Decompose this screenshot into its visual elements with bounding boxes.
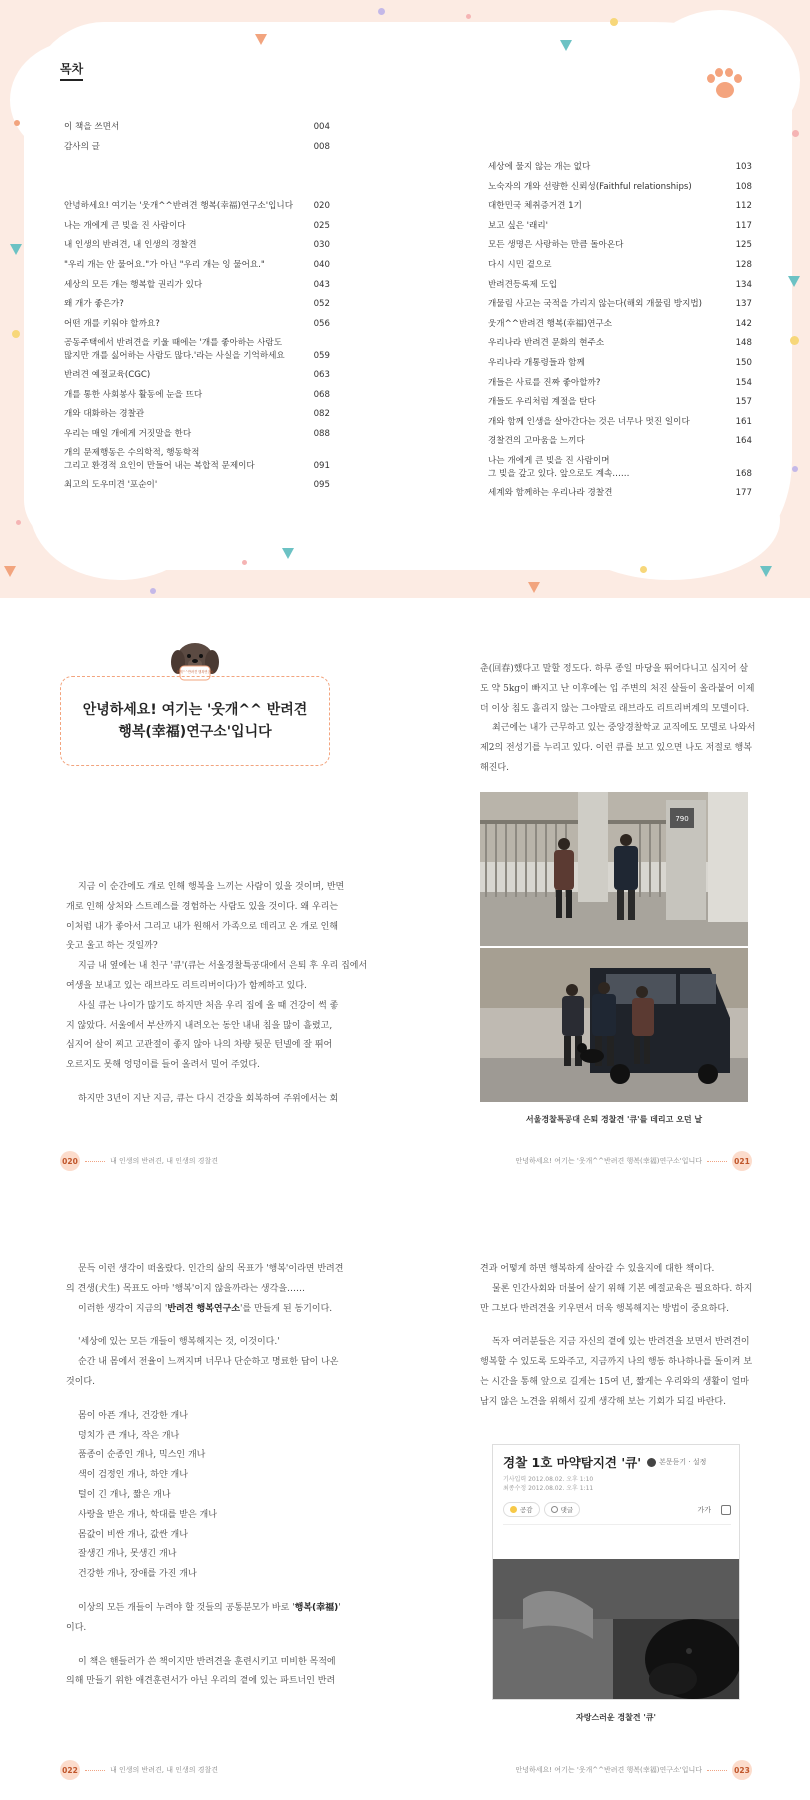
toc-item-title: 경찰견의 고마움을 느끼다 (488, 436, 585, 447)
toc-item-page: 108 (735, 181, 752, 192)
toc-item-title: 세상의 모든 개는 행복할 권리가 있다 (64, 279, 203, 290)
body-line: 남지 않은 노견을 위해서 깊게 생각해 보는 기회가 되길 바란다. (480, 1396, 726, 1407)
running-header: 안녕하세요! 여기는 '웃개^^반려견 행복(幸福)연구소'입니다 (515, 1157, 702, 1165)
toc-item[interactable] (64, 386, 330, 406)
body-line: 이러한 생각이 지금의 '반려견 행복연구소'를 만들게 된 동기이다. (78, 1303, 333, 1314)
folio-divider (85, 1770, 105, 1771)
confetti-dot (12, 330, 20, 338)
toc-item-page: 068 (313, 389, 330, 400)
body-line: 도 약 5kg이 빠지고 난 이후에는 입 주변의 처진 살들이 올라붙어 이제 (480, 683, 755, 694)
toc-item-page: 052 (313, 299, 330, 310)
body-line: 덩치가 큰 개나, 작은 개나 (78, 1430, 180, 1441)
toc-item-page: 020 (313, 201, 330, 212)
toc-item[interactable] (488, 413, 752, 433)
body-line: 이처럼 내가 좋아서 그리고 내가 원해서 가족으로 데리고 온 개로 인해 (66, 921, 339, 932)
toc-item-title: 공동주택에서 반려견을 키울 때에는 '개를 좋아하는 사람도 (64, 338, 282, 349)
body-line: 여생을 보내고 있는 래브라도 리트리버이다)가 함께하고 있다. (66, 980, 307, 991)
photo-gate (480, 792, 748, 946)
confetti-dot (378, 8, 385, 15)
body-line: 견과 어떻게 하면 행복하게 살아갈 수 있을지에 대한 책이다. (480, 1264, 715, 1274)
toc-item[interactable] (488, 432, 752, 452)
toc-item-page: 128 (735, 259, 752, 270)
folio-023 (515, 1760, 752, 1780)
emphasis: 행복(幸福) (294, 1602, 339, 1613)
toc-item-page: 134 (735, 279, 752, 290)
toc-item[interactable] (488, 354, 752, 374)
comment-button[interactable] (544, 1502, 581, 1517)
toc-item[interactable] (488, 197, 752, 217)
toc-item-page: 008 (313, 141, 330, 152)
toc-item[interactable] (488, 374, 752, 394)
folio-022 (60, 1760, 218, 1780)
body-line: 털이 긴 개나, 짧은 개나 (78, 1489, 171, 1500)
confetti-dot (242, 560, 247, 565)
body-line: 이상의 모든 개들이 누려야 할 것들의 공통분모가 바로 '행복(幸福)' (78, 1602, 341, 1613)
toc-item[interactable] (488, 236, 752, 256)
body-text-021 (480, 660, 756, 779)
toc-item-page: 043 (313, 279, 330, 290)
confetti-triangle (10, 244, 22, 255)
body-line: 의해 만들기 위한 애견훈련서가 아닌 우리의 곁에 있는 파트너인 반려 (66, 1676, 336, 1687)
news-photo-caption: 자랑스러운 경찰견 '큐' (575, 1713, 657, 1722)
toc-left-column (64, 118, 330, 496)
body-line: 순간 내 몸에서 전율이 느껴지며 너무나 단순하고 명료한 답이 나온 (78, 1357, 339, 1368)
toc-item-page: 091 (313, 461, 330, 472)
toc-item-page: 142 (735, 318, 752, 329)
news-photo-dog (493, 1559, 740, 1699)
confetti-dot (792, 466, 798, 472)
body-line: 의 견생(犬生) 목표도 아마 '행복'이지 않을까라는 생각을…… (66, 1283, 306, 1294)
toc-item-title: 내 인생의 반려견, 내 인생의 경찰견 (64, 240, 197, 251)
news-source-label: 본문듣기 · 설정 (659, 1458, 707, 1466)
toc-item[interactable] (64, 444, 330, 476)
toc-item-title: 안녕하세요! 여기는 '웃개^^반려견 행복(幸福)연구소'입니다 (64, 201, 293, 212)
running-header: 안녕하세요! 여기는 '웃개^^반려견 행복(幸福)연구소'입니다 (515, 1766, 702, 1774)
toc-item[interactable] (488, 393, 752, 413)
body-line: 행복할 수 있도록 도와주고, 지금까지 나의 행동 하나하나를 돌이켜 보 (480, 1357, 753, 1368)
toc-item-title: 우리는 매일 개에게 거짓말을 한다 (64, 428, 192, 439)
toc-item-title: 보고 싶은 '래리' (488, 220, 548, 231)
body-line: 것이다. (66, 1376, 95, 1387)
toc-item-page: 125 (735, 240, 752, 251)
running-header: 내 인생의 반려견, 내 인생의 경찰견 (110, 1157, 219, 1165)
toc-item-title: 왜 개가 좋은가? (64, 299, 124, 310)
toc-item-title: 대한민국 체취증거견 1기 (488, 201, 582, 212)
toc-item[interactable] (488, 256, 752, 276)
toc-item-page: 164 (735, 436, 752, 447)
gate-number: 790 (675, 815, 689, 823)
running-header: 내 인생의 반려견, 내 인생의 경찰견 (110, 1766, 219, 1774)
toc-item-title: 개물림 사고는 국적을 가리지 않는다(해외 개물림 방지법) (488, 299, 703, 310)
toc-item-page: 040 (313, 259, 330, 270)
toc-item-title: 노숙자의 개와 선량한 신뢰성(Faithful relationships) (488, 181, 692, 192)
toc-item[interactable] (64, 334, 330, 366)
toc-item-title-line2: 많지만 개를 싫어하는 사람도 많다.'라는 사실을 기억하세요 (64, 351, 285, 362)
confetti-dot (150, 588, 156, 594)
toc-item-title: 개와 대화하는 경찰관 (64, 409, 145, 420)
body-line: 문득 이런 생각이 떠올랐다. 인간의 삶의 목표가 '행복'이라면 반려견 (78, 1264, 344, 1274)
body-line: 심지어 살이 찌고 고관절이 좋지 않아 나의 차량 뒷문 턴넬에 잘 뛰어 (66, 1040, 333, 1051)
toc-item-title: 나는 개에게 큰 빚을 진 사람이며 (488, 455, 610, 466)
toc-item-page: 161 (735, 416, 752, 427)
toc-item-title: 우리나라 개통령들과 함께 (488, 357, 585, 368)
paw-icon (704, 68, 746, 104)
toc-item-page: 148 (735, 338, 752, 349)
news-article-card (492, 1444, 740, 1700)
confetti-dot (466, 14, 471, 19)
like-label: 공감 (520, 1506, 533, 1514)
toc-item-title: 반려견 예절교육(CGC) (64, 369, 151, 380)
toc-item-page: 168 (735, 468, 752, 479)
toc-item[interactable] (488, 158, 752, 178)
confetti-dot (640, 566, 647, 573)
toc-item[interactable] (64, 236, 330, 256)
body-line: 해진다. (480, 762, 509, 773)
news-source[interactable] (647, 1457, 706, 1467)
page-number: 020 (60, 1151, 80, 1171)
folio-020 (60, 1151, 218, 1171)
body-line: 지금 내 옆에는 내 친구 '큐'(큐는 서울경찰특공대에서 은퇴 후 우리 집에서 (78, 961, 368, 972)
toc-item-title: 세계와 함께하는 우리나라 경찰견 (488, 487, 613, 498)
toc-item[interactable] (64, 256, 330, 276)
toc-item-page: 157 (735, 397, 752, 408)
body-text-023 (480, 1260, 753, 1413)
emphasis: 반려견 행복연구소 (167, 1303, 240, 1314)
toc-item-title: 세상에 물지 않는 개는 없다 (488, 162, 591, 172)
chapter-title: 안녕하세요! 여기는 '웃개^^ 반려견 행복(幸福)연구소'입니다 (82, 702, 308, 740)
confetti-dot (16, 520, 21, 525)
body-line: 지 않았다. 서울에서 부산까지 내려오는 동안 내내 침을 많이 흘렸고, (66, 1020, 333, 1031)
body-line: 물론 인간사회와 더불어 살기 위해 기본 예절교육은 필요하다. 하지 (492, 1283, 753, 1294)
news-title (503, 1453, 731, 1471)
body-line: 춘(回春)했다고 말할 정도다. 하루 종일 마당을 뛰어다니고 심지어 살 (480, 664, 749, 674)
body-line: 더 이상 침도 흘리지 않는 그야말로 래브라도 리트리버계의 모델이다. (480, 703, 750, 714)
font-size-button[interactable]: 가가 (697, 1505, 711, 1514)
body-line: 제2의 전성기를 누리고 있다. 이런 큐를 보고 있으면 나도 저절로 행복 (480, 743, 752, 754)
toc-item-page: 112 (735, 201, 752, 212)
toc-item-page: 137 (735, 299, 752, 310)
body-line: 지금 이 순간에도 개로 인해 행복을 느끼는 사람이 있을 것이며, 반면 (78, 882, 345, 892)
body-line: 건강한 개나, 장애를 가진 개나 (78, 1569, 197, 1580)
news-date-updated: 최종수정 2012.08.02. 오후 1:11 (503, 1485, 594, 1492)
news-headline: 경찰 1호 마약탐지견 '큐' (503, 1455, 642, 1470)
page-number: 021 (732, 1151, 752, 1171)
news-date-posted: 기사입력 2012.08.02. 오후 1:10 (503, 1476, 594, 1483)
confetti-triangle (528, 582, 540, 593)
toc-item-title: 우리나라 반려견 문화의 현주소 (488, 338, 605, 349)
toc-item-title-line2: 그리고 환경적 요인이 만들어 내는 복합적 문제이다 (64, 461, 255, 472)
chapter-title-box (60, 676, 330, 766)
toc-item-title: 다시 시민 곁으로 (488, 259, 552, 270)
page-number: 023 (732, 1760, 752, 1780)
toc-item-title: 이 책을 쓰면서 (64, 122, 120, 132)
toc-item[interactable] (488, 484, 752, 504)
confetti-dot (610, 18, 618, 26)
folio-divider (707, 1161, 727, 1162)
toc-item-page: 004 (313, 122, 330, 132)
confetti-triangle (760, 566, 772, 577)
body-line: 사실 큐는 나이가 많기도 하지만 처음 우리 집에 올 때 건강이 썩 좋 (78, 1000, 339, 1011)
confetti-triangle (560, 40, 572, 51)
toc-item[interactable] (488, 315, 752, 335)
smile-icon (510, 1506, 517, 1513)
body-line: 색이 검정인 개나, 하얀 개나 (78, 1470, 188, 1481)
toc-right-column (488, 158, 752, 503)
body-line: 사랑을 받은 개나, 학대를 받은 개나 (78, 1509, 217, 1520)
toc-item-title: 웃개^^반려견 행복(幸福)연구소 (488, 318, 613, 329)
toc-item-title: 개들도 우리처럼 계절을 탄다 (488, 397, 596, 408)
body-line: 하지만 3년이 지난 지금, 큐는 다시 건강을 회복하여 주위에서는 회 (78, 1093, 339, 1104)
body-line: 이다. (66, 1622, 87, 1633)
toc-item-title: 나는 개에게 큰 빚을 진 사람이다 (64, 220, 186, 231)
toc-item[interactable] (488, 452, 752, 484)
toc-item[interactable] (64, 405, 330, 425)
toc-item[interactable] (488, 276, 752, 296)
body-line: 독자 여러분들은 지금 자신의 곁에 있는 반려견을 보면서 반려견이 (492, 1337, 750, 1348)
toc-item-page: 063 (313, 369, 330, 380)
folio-divider (85, 1161, 105, 1162)
toc-item[interactable] (488, 295, 752, 315)
body-text-022 (66, 1260, 362, 1692)
toc-item[interactable] (64, 476, 330, 496)
toc-item-page: 030 (313, 240, 330, 251)
comment-icon (551, 1506, 558, 1513)
toc-item-title-line2: 그 빚을 갚고 있다. 앞으로도 계속…… (488, 468, 630, 479)
comment-label: 댓글 (560, 1506, 574, 1514)
toc-item[interactable] (64, 118, 330, 138)
confetti-triangle (255, 34, 267, 45)
confetti-triangle (282, 548, 294, 559)
toc-item-page: 056 (313, 318, 330, 329)
toc-item[interactable] (64, 138, 330, 158)
toc-item[interactable] (64, 276, 330, 296)
toc-item[interactable] (488, 217, 752, 237)
photo-caption: 서울경찰특공대 은퇴 경찰견 '큐'를 데리고 오던 날 (525, 1115, 703, 1124)
toc-item-page: 059 (313, 351, 330, 362)
body-line: 오르지도 못해 엉덩이를 들어 올려서 밀어 주었다. (66, 1060, 260, 1071)
toc-item-page: 095 (313, 479, 330, 490)
body-line: 개로 인해 상처와 스트레스를 경험하는 사람도 있을 것이다. 왜 우리는 (66, 901, 339, 912)
toc-item-title: "우리 개는 안 물어요."가 아닌 "우리 개는 잉 물어요." (64, 259, 265, 270)
toc-section (0, 0, 810, 598)
body-text-020 (66, 878, 368, 1110)
toc-item[interactable] (64, 295, 330, 315)
toc-item-title: 감사의 글 (64, 141, 100, 152)
body-line: 이 책은 핸들러가 쓴 책이지만 반려견을 훈련시키고 미비한 목적에 (78, 1656, 336, 1667)
toc-item[interactable] (64, 366, 330, 386)
folio-divider (707, 1770, 727, 1771)
toc-item-page: 082 (313, 409, 330, 420)
toc-item-title: 개를 통한 사회봉사 활동에 눈을 뜨다 (64, 389, 203, 400)
toc-item-title: 개들은 사료를 진짜 좋아할까? (488, 377, 601, 388)
toc-item-title: 개의 문제행동은 수의학적, 행동학적 (64, 448, 200, 459)
news-actions (503, 1502, 731, 1525)
confetti-triangle (4, 566, 16, 577)
confetti-dot (790, 336, 799, 345)
toc-item-title: 개와 함께 인생을 살아간다는 것은 너무나 멋진 일이다 (488, 416, 690, 427)
toc-item[interactable] (488, 334, 752, 354)
speaker-icon (647, 1458, 656, 1467)
body-line: '세상에 있는 모든 개들이 행복해지는 것, 이것이다.' (78, 1337, 280, 1348)
toc-item[interactable] (488, 178, 752, 198)
toc-item[interactable] (64, 197, 330, 217)
body-line: 만 그보다 반려견을 키우면서 더욱 행복해지는 방법이 중요하다. (480, 1303, 729, 1314)
page-number: 022 (60, 1760, 80, 1780)
toc-item-page: 025 (313, 220, 330, 231)
body-line: 잘생긴 개나, 못생긴 개나 (78, 1549, 177, 1560)
like-button[interactable] (503, 1502, 540, 1517)
toc-item-title: 어떤 개를 키워야 할까요? (64, 318, 160, 329)
toc-item-page: 117 (735, 220, 752, 231)
toc-item[interactable] (64, 217, 330, 237)
photo-van (480, 948, 748, 1102)
confetti-dot (14, 120, 20, 126)
toc-item[interactable] (64, 315, 330, 335)
toc-item[interactable] (64, 425, 330, 445)
toc-item-title: 모든 생명은 사랑하는 만큼 돌아온다 (488, 240, 624, 251)
toc-item-page: 088 (313, 428, 330, 439)
body-line: 는 시간을 통해 앞으로 길게는 15여 년, 짧게는 우리와의 생활이 얼마 (480, 1376, 749, 1387)
dog-sign-text: 웃개^^반려견 행복연구소 (176, 670, 214, 674)
toc-title: 목차 (60, 60, 83, 81)
confetti-dot (792, 130, 799, 137)
share-icon[interactable] (721, 1505, 731, 1515)
body-line: 몸이 아픈 개나, 건강한 개나 (78, 1410, 188, 1421)
toc-item-page: 150 (735, 357, 752, 368)
toc-item-title: 최고의 도우미견 '포순이' (64, 479, 158, 490)
body-line: 최근에는 내가 근무하고 있는 중앙경찰학교 교직에도 모델로 나와서 (492, 723, 756, 734)
folio-021 (515, 1151, 752, 1171)
news-meta (503, 1475, 731, 1493)
toc-item-page: 177 (735, 487, 752, 498)
toc-item-page: 103 (735, 162, 752, 172)
body-line: 품종이 순종인 개나, 믹스인 개나 (78, 1450, 206, 1461)
confetti-triangle (788, 276, 800, 287)
toc-item-page: 154 (735, 377, 752, 388)
body-line: 몸값이 비싼 개나, 값싼 개나 (78, 1529, 188, 1540)
body-line: 웃고 울고 하는 것일까? (66, 941, 158, 952)
toc-item-title: 반려견등록제 도입 (488, 279, 558, 290)
